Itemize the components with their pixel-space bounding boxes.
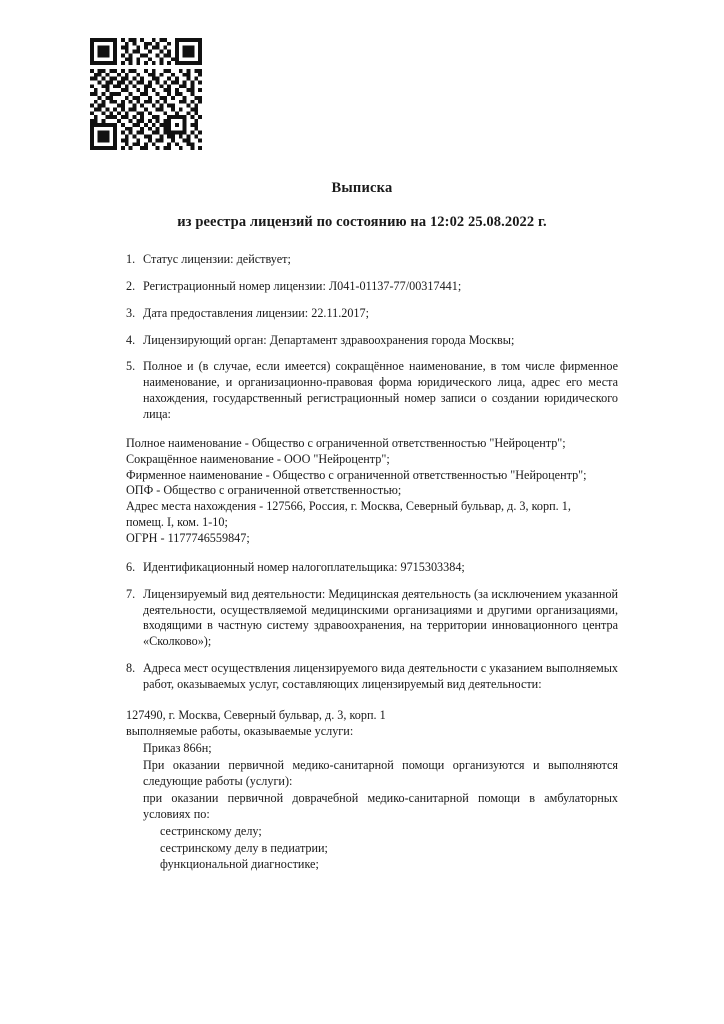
service-order-label: Приказ 866н;	[143, 741, 212, 756]
clause-5	[126, 359, 618, 422]
clause-8-text: Адреса мест осуществления лицензируемого вида деятельности с указанием выполняемых работ, оказываемых услуг, составляющих лицензируемый вид деятельности:	[143, 661, 618, 692]
clause-3	[126, 306, 618, 322]
clause-7-number: 7.	[126, 586, 136, 601]
service-item-3: функциональной диагностике;	[160, 857, 319, 872]
clause-2-number: 2.	[126, 278, 136, 293]
clause-3-number: 3.	[126, 305, 136, 320]
activity-address: 127490, г. Москва, Северный бульвар, д. 3, корп. 1	[126, 707, 386, 722]
entity-address-line-2: помещ. I, ком. 1-10;	[126, 515, 228, 530]
qr-code	[90, 35, 202, 153]
clause-7	[126, 587, 618, 650]
activity-services-label: выполняемые работы, оказываемые услуги:	[126, 724, 354, 738]
clause-8	[126, 661, 618, 693]
clause-4-number: 4.	[126, 332, 136, 347]
clause-6	[126, 560, 618, 576]
entity-address-line-1: Адрес места нахождения - 127566, Россия, г. Москва, Северный бульвар, д. 3, корп. 1,	[126, 499, 571, 514]
entity-legal-form: ОПФ - Общество с ограниченной ответственностью;	[126, 483, 402, 498]
clause-4-text: Лицензирующий орган: Департамент здравоохранения города Москвы;	[143, 332, 515, 347]
document-subtitle: из реестра лицензий по состоянию на 12:02 25.08.2022 г.	[177, 214, 547, 230]
clause-2-text: Регистрационный номер лицензии: Л041-01137-77/00317441;	[143, 278, 462, 293]
clause-2	[126, 279, 618, 295]
activity-location-block	[126, 707, 618, 739]
clause-1-text: Статус лицензии: действует;	[143, 252, 291, 266]
service-intro: При оказании первичной медико-санитарной помощи организуются и выполняются следующие работы (услуги):	[143, 757, 618, 789]
document-title: Выписка	[331, 180, 393, 196]
clause-7-text: Лицензируемый вид деятельности: Медицинская деятельность (за исключением указанной деятельности, осуществляемой медицинскими организациями и другими организациями, входящими в частную систему здравоохранения, на территории инновационного центра «Сколково»);	[143, 586, 618, 649]
entity-brand-name: Фирменное наименование - Общество с ограниченной ответственностью "Нейроцентр";	[126, 467, 587, 482]
service-item-1: сестринскому делу;	[160, 824, 262, 839]
clause-1-number: 1.	[126, 252, 136, 266]
clause-5-number: 5.	[126, 359, 136, 374]
entity-full-name: Полное наименование - Общество с ограниченной ответственностью "Нейроцентр";	[126, 435, 566, 450]
clause-4	[126, 333, 618, 349]
clause-5-text: Полное и (в случае, если имеется) сокращённое наименование, в том числе фирменное наименование, и организационно-правовая форма юридического лица, адрес его места нахождения, государственный регистрационный номер записи о создании юридического лица:	[143, 359, 618, 422]
clause-6-number: 6.	[126, 559, 136, 574]
clause-8-number: 8.	[126, 661, 136, 676]
entity-details	[126, 436, 618, 547]
services-list	[126, 740, 618, 873]
service-item-2: сестринскому делу в педиатрии;	[160, 840, 328, 855]
document-body	[126, 252, 618, 873]
clause-3-text: Дата предоставления лицензии: 22.11.2017;	[143, 305, 370, 320]
clause-6-text: Идентификационный номер налогоплательщика: 9715303384;	[143, 559, 465, 574]
clause-1	[126, 252, 618, 268]
entity-short-name: Сокращённое наименование - ООО "Нейроцентр";	[126, 451, 390, 466]
service-subgroup: при оказании первичной доврачебной медико-санитарной помощи в амбулаторных условиях по:	[143, 790, 618, 822]
qr-code-image	[90, 35, 202, 153]
entity-ogrn: ОГРН - 1177746559847;	[126, 531, 250, 546]
